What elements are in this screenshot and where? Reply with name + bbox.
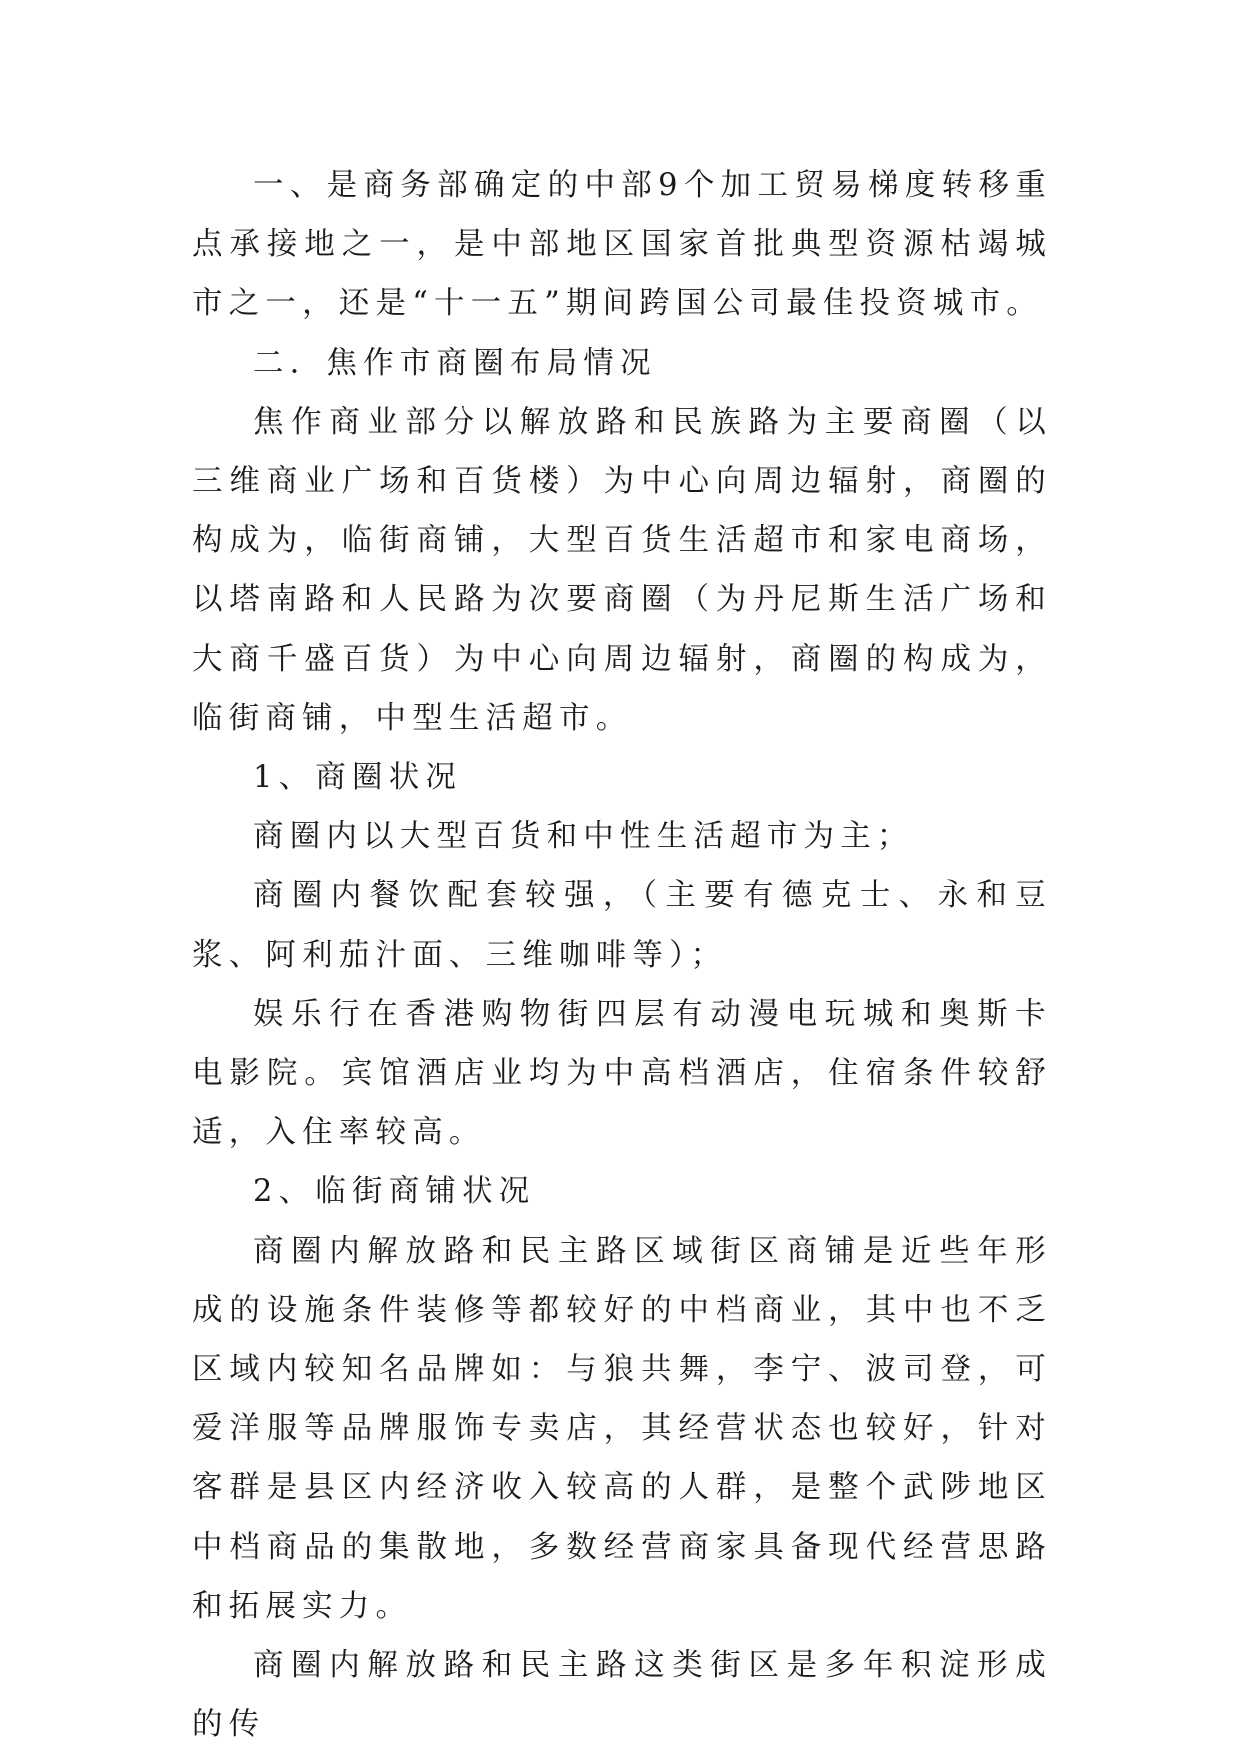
paragraph-department-stores: 商圈内以大型百货和中性生活超市为主；	[253, 819, 914, 855]
paragraph-dining: 商圈内餐饮配套较强，（主要有德克士、永和豆浆、阿利茄汁面、三维咖啡等）；	[192, 878, 1052, 973]
paragraph-intro: 一、是商务部确定的中部9个加工贸易梯度转移重点承接地之一，是中部地区国家首批典型资源枯竭城市之一，还是“十一五”期间跨国公司最佳投资城市。	[192, 168, 1052, 322]
subheading-business-district: 1、商圈状况	[253, 760, 463, 796]
section-heading-layout: 二．焦作市商圈布局情况	[253, 345, 657, 381]
paragraph-street-shops: 商圈内解放路和民主路区域街区商铺是近些年形成的设施条件装修等都较好的中档商业，其中也不乏区域内较知名品牌如：与狼共舞，李宁、波司登，可爱洋服等品牌服饰专卖店，其经营状态也较好，针对客群是县区内经济收入较高的人群，是整个武陟地区中档商品的集散地，多数经营商家具备现代经营思路和拓展实力。	[192, 1233, 1052, 1624]
subheading-street-shops: 2、临街商铺状况	[253, 1174, 536, 1210]
document-body	[192, 156, 1052, 1754]
paragraph-entertainment: 娱乐行在香港购物街四层有动漫电玩城和奥斯卡电影院。宾馆酒店业均为中高档酒店，住宿条件较舒适，入住率较高。	[192, 996, 1052, 1151]
paragraph-layout: 焦作商业部分以解放路和民族路为主要商圈（以三维商业广场和百货楼）为中心向周边辐射，商圈的构成为，临街商铺，大型百货生活超市和家电商场，以塔南路和人民路为次要商圈（为丹尼斯生活广场和大商千盛百货）为中心向周边辐射，商圈的构成为，临街商铺，中型生活超市。	[192, 404, 1052, 736]
paragraph-traditional-streets: 商圈内解放路和民主路这类街区是多年积淀形成的传	[192, 1648, 1052, 1743]
